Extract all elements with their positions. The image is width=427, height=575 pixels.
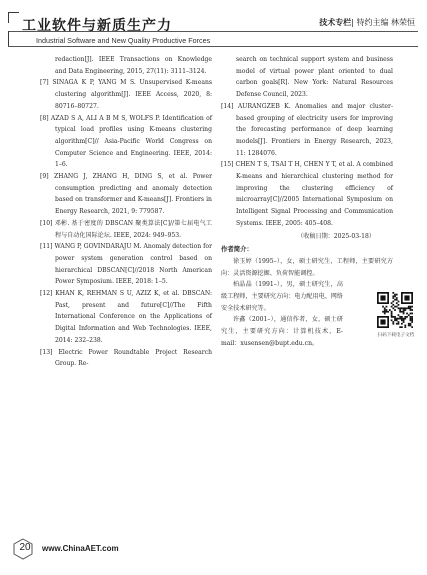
reference-entry: [40, 54, 212, 77]
reference-number: [7]: [40, 79, 49, 87]
reference-text: WANG P, GOVINDARAJU M. Anomaly detection for power system generation control based on hierarchical DBSCAN[C]//2018 North American Power Symposium. IEEE, 2018: 1–5.: [54, 243, 213, 286]
author-heading: 作者简介：: [221, 245, 253, 254]
author-bio: 徐玉婷（1995–），女，硕士研究生，工程师，主要研究方向：灵活资源挖掘、负荷智能调控。: [221, 257, 393, 277]
reference-number: [14]: [221, 102, 234, 110]
right-column: [221, 54, 393, 350]
header-rule-left: [8, 31, 9, 47]
footer-url[interactable]: www.ChinaAET.com: [42, 544, 119, 553]
reference-entry: [221, 101, 393, 160]
column-editor: | 特约主编 林荣恒: [351, 18, 415, 27]
page-number: 20: [19, 542, 31, 553]
reference-text: KHAN K, REHMAN S U, AZIZ K, et al. DBSCAN: Past, present and future[C]//The Fifth International Conference on the Applications of Digital Information and Web Technologies. IEEE, 2014: 232–238.: [55, 290, 212, 344]
reference-number: [13]: [40, 348, 53, 356]
reference-entry: [40, 77, 212, 112]
author-bio: 许鑫（2001–），通信作者，女，硕士研究生，主要研究方向：计算机技术，E-mail：xusensen@bupt.edu.cn。: [221, 316, 343, 347]
reference-text: CHEN T S, TSAI T H, CHEN Y T, et al. A combined K-means and hierarchical clustering method for improving the clustering efficiency of microarray[C]//2005 International Symposium on Intelligent Signal Processing and Communication Systems. IEEE, 2005: 405–408.: [235, 161, 393, 227]
reference-text: 邓彬. 基于密度的 DBSCAN 聚类算法[C]//第七届电气工程与自动化国际论坛. IEEE, 2024: 949–953.: [54, 219, 212, 239]
reference-text: SINAGA K P, YANG M S. Unsupervised K-means clustering algorithm[J]. IEEE Access, 2020, 8: 80716–80727.: [52, 79, 213, 110]
reference-text: redaction[J]. IEEE Transactions on Knowledge and Data Engineering, 2015, 27(11): 3111–3124.: [55, 56, 212, 75]
reference-entry: [40, 288, 212, 347]
reference-text: AZAD S A, ALI A B M S, WOLFS P. Identification of typical load profiles using K-means clustering algorithm[C]// Asia-Pacific World Congress on Computer Science and Engineering. IEEE, 2014: 1–6.: [50, 114, 212, 169]
reference-number: [8]: [40, 114, 49, 122]
reference-text: AURANGZEB K. Anomalies and major cluster-based grouping of electricity users for improving the forecasting performance of deep learning models[J]. Frontiers in Energy Research, 2023, 11: 1284076.: [236, 102, 393, 157]
reference-text: ZHANG J, ZHANG H, DING S, et al. Power consumption predicting and anomaly detection based on transformer and K-means[J]. Frontiers in Energy Research, 2021, 9: 779587.: [53, 173, 213, 216]
qr-caption: 扫码下载电子文档: [377, 333, 415, 338]
reference-number: [11]: [40, 243, 53, 251]
reference-text: search on technical support system and business model of virtual power plant oriented to dual carbon goals[R]. New York: Natural Resources Defense Council, 2023.: [236, 56, 393, 99]
reference-entry: [221, 54, 393, 101]
left-column: [40, 54, 212, 370]
reference-entry: [40, 241, 212, 288]
journal-title-zh: 工业软件与新质生产力: [22, 18, 172, 34]
qr-code-icon: [377, 292, 413, 328]
author-bio: 柏晶晶（1991–），男，硕士研究生，高级工程师，主要研究方向：电力配用电、网络安全技术研究等。: [221, 281, 343, 312]
reference-entry: [40, 347, 212, 370]
header-corner-mark: [8, 12, 19, 23]
received-date: （收稿日期：2025-03-18）: [297, 232, 375, 240]
reference-entry: [40, 171, 212, 218]
page-header: [0, 0, 427, 56]
qr-code[interactable]: [377, 292, 413, 328]
header-rule-top: [8, 31, 418, 32]
reference-number: [9]: [40, 173, 49, 181]
reference-number: [12]: [40, 290, 53, 298]
column-label: [319, 17, 415, 28]
reference-entry: [221, 159, 393, 229]
journal-title-en: Industrial Software and New Quality Productive Forces: [36, 36, 211, 45]
reference-entry: [40, 113, 212, 172]
reference-text: Electric Power Roundtable Project Research Group. Re-: [55, 348, 212, 368]
reference-number: [15]: [221, 161, 234, 169]
reference-entry: [40, 218, 212, 241]
reference-number: [10]: [40, 219, 53, 227]
column-name: 技术专栏: [319, 18, 352, 27]
header-rule-bottom: [8, 46, 418, 47]
